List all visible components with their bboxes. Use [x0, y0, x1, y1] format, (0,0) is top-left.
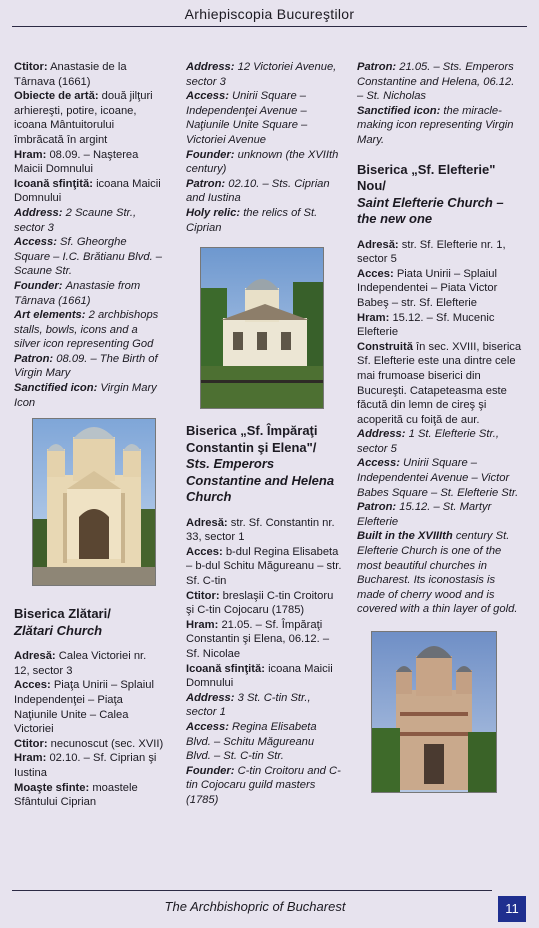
relic-entry: Holy relic: the relics of St. Ciprian — [186, 206, 318, 234]
hram-entry: Hram: 15.12. – Sf. Mucenic Elefterie — [357, 311, 495, 339]
zlatari-church-photo — [32, 418, 156, 586]
adresa-entry: Adresă: Calea Victoriei nr. 12, sector 3 — [14, 650, 147, 677]
address-entry: Address: 1 St. Elefterie Str., sector 5 — [357, 428, 499, 455]
access-entry: Access: Unirii Square – Independentei Avenue – Victor Babes Square – St. Elefterie Str. — [357, 457, 519, 499]
column-1 — [14, 60, 164, 810]
hram-entry: Hram: 08.09. – Naşterea Maicii Domnului — [14, 148, 139, 176]
elefterie-title-en: Saint Elefterie Church – the new one — [357, 194, 504, 227]
running-footer: The Archbishopric of Bucharest — [164, 899, 346, 914]
acces-entry: Acces: Piaţa Unirii – Splaiul Independenţei – Piaţa Naţiunile Unite – Calea Victoriei — [14, 679, 154, 736]
access-entry: Access: Unirii Square – Independenţei Avenue – Naţiunile Unite Square – Victoriei Avenue — [186, 90, 308, 146]
sanctified-entry: Sanctified icon: the miracle-making icon representing Virgin Mary. — [357, 104, 514, 146]
ctitor2-entry: Ctitor: necunoscut (sec. XVII) — [14, 737, 164, 750]
adresa-entry: Adresă: str. Sf. Elefterie nr. 1, sector 5 — [357, 238, 506, 266]
elefterie-title: Biserica „Sf. Elefterie" Nou/ — [357, 161, 496, 194]
obiecte-entry: Obiecte de artă: două jilţuri arhiereşti, potire, icoane, icoana Mântuitorului îmbrăcată în argint — [14, 90, 153, 146]
built-entry: Built in the XVIIIth century St. Elefterie Church is one of the most beautiful churches in Bucharest. Its iconostasis is made of cherry wood and is covered with a thin layer of gold. — [357, 530, 518, 616]
zlatari-title: Biserica Zlătari/ — [14, 606, 111, 622]
page-number: 11 — [498, 896, 526, 922]
zlatari-title-en: Zlătari Church — [14, 622, 103, 638]
icoana-entry: Icoană sfinţită: icoana Maicii Domnului — [186, 662, 333, 690]
icoana-entry: Icoană sfinţită: icoana Maicii Domnului — [14, 177, 161, 205]
ctitor-entry: Ctitor: breslaşii C-tin Croitoru şi C-tin Cojocaru (1785) — [186, 589, 334, 617]
art-entry: Art elements: 2 archbishops stalls, bowls, icons and a silver icon representing God — [14, 309, 159, 351]
address2-entry: Address: 3 St. C-tin Str., sector 1 — [186, 691, 311, 719]
adresa-entry: Adresă: str. Sf. Constantin nr. 33, sector 1 — [186, 516, 335, 544]
patron-entry: Patron: 21.05. – Sts. Emperors Constantine and Helena, 06.12. – St. Nicholas — [357, 61, 515, 103]
elefterie-church-photo — [371, 631, 497, 793]
sanctified-entry: Sanctified icon: Virgin Mary Icon — [14, 382, 157, 409]
patron-entry: Patron: 02.10. – Sts. Ciprian and Iustina — [186, 177, 330, 205]
running-header: Arhiepiscopia Bucureştilor — [184, 6, 355, 22]
moaste-entry: Moaşte sfinte: moastele Sfântului Ciprian — [14, 781, 138, 809]
address-entry: Address: 12 Victoriei Avenue, sector 3 — [186, 61, 337, 88]
constantin-elena-title: Biserica „Sf. Împăraţi Constantin şi Elena"/ — [186, 423, 318, 455]
footer-rule — [12, 890, 492, 891]
hram2-entry: Hram: 02.10. – Sf. Ciprian şi Iustina — [14, 752, 157, 779]
hram-entry: Hram: 21.05. – Sf. Împăraţi Constantin şi Elena, 06.12. – Sf. Nicolae — [186, 618, 330, 660]
construita-entry: Construită în sec. XVIII, biserica Sf. Elefterie este una dintre cele mai frumoase biserici din Bucureşti. Catapeteasma este făcută din lemn de cireş şi acoperită cu foiţă de aur. — [357, 340, 522, 426]
constantin-elena-church-photo — [200, 247, 324, 409]
column-3 — [357, 60, 523, 793]
access2-entry: Access: Regina Elisabeta Blvd. – Schitu Măgureanu Blvd. – St. C-tin Str. — [186, 720, 317, 763]
patron2-entry: Patron: 15.12. – St. Martyr Elefterie — [357, 501, 492, 528]
acces-entry: Acces: b-dul Regina Elisabeta – b-dul Schitu Măgureanu – str. Sf. C-tin — [186, 545, 342, 587]
acces-entry: Acces: Piata Unirii – Splaiul Independentei – Piata Victor Babeş – str. Sf. Elefterie — [357, 267, 498, 309]
column-2 — [186, 60, 342, 808]
address-entry: Address: 2 Scaune Str., sector 3 — [14, 206, 137, 234]
constantin-elena-title-en: Sts. Emperors Constantine and Helena Church — [186, 456, 335, 505]
access-entry: Access: Sf. Gheorghe Square – I.C. Brătianu Blvd. – Scaune Str. — [14, 236, 163, 278]
ctitor-entry: Ctitor: Anastasie de la Târnava (1661) — [14, 61, 127, 88]
founder-entry: Founder: Anastasie from Târnava (1661) — [14, 279, 141, 307]
founder-entry: Founder: unknown (the XVIIth century) — [186, 148, 339, 176]
header-rule — [12, 26, 527, 27]
founder2-entry: Founder: C-tin Croitoru and C-tin Cojocaru guild masters (1785) — [186, 764, 341, 806]
patron-entry: Patron: 08.09. – The Birth of Virgin Mary — [14, 352, 158, 380]
